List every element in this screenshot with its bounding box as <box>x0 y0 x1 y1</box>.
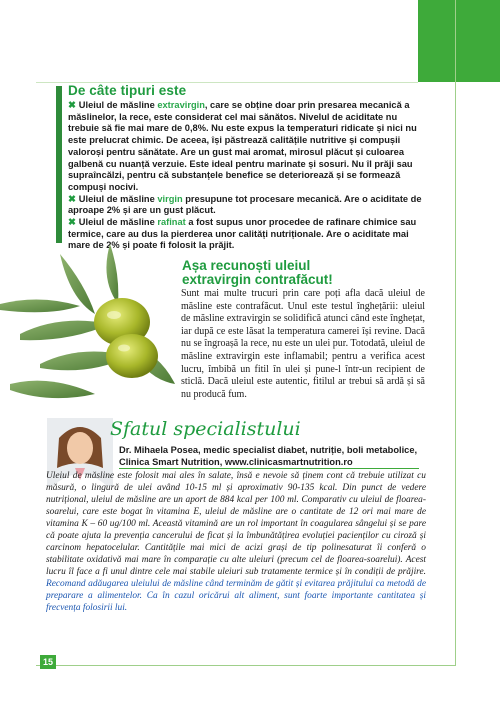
item-text: Uleiul de măsline <box>78 193 158 204</box>
name-line: Dr. Mihaela Posea, medic specialist diabet, nutriție, boli metabolice, <box>119 445 418 455</box>
item-text: Uleiul de măsline <box>78 217 158 228</box>
item-text: Uleiul de măsline <box>78 100 158 110</box>
title-line: Așa recunoști uleiul <box>182 258 311 273</box>
specialist-advice <box>46 470 426 614</box>
specialist-name <box>119 444 425 468</box>
section-accent-bar <box>56 86 62 243</box>
list-item <box>68 194 424 217</box>
section-title <box>182 259 422 287</box>
section-body: Sunt mai multe trucuri prin care poți afla dacă uleiul de măsline este contrafăcut. Unul este testul înghețării: uleiul de măsline extravirgin se solidifică atunci când este înghețat, iar după ce este lăsat la temperatura camerei își revine. Dacă nu se îngroașă la rece, nu este un ulei pur. Totodată, uleiul de măsline extravirgin este inflamabil; pentru a verifica acest lucru, îmbibă un fitil în ulei și pune-l într-un recipient de sticlă. Dacă uleiul este autentic, fitilul ar trebui să ardă și să nu producă fum. <box>181 288 425 400</box>
x-bullet-icon: ✖ <box>68 217 76 228</box>
divider <box>119 468 419 469</box>
x-bullet-icon: ✖ <box>68 193 76 204</box>
item-highlight: virgin <box>157 193 183 204</box>
list-item <box>68 100 424 194</box>
x-bullet-icon: ✖ <box>68 100 76 110</box>
specialist-heading: Sfatul specialistului <box>110 418 301 440</box>
section-title: De câte tipuri este <box>68 83 187 98</box>
advice-text: Uleiul de măsline este folosit mai ales în salate, însă e nevoie să ținem cont că trebuie utilizat cu măsură, o lingură de ulei având 10-15 ml și aproximativ 90-135 kcal. Din punct de vedere nutrițional, uleiul de măsline are un aport de 884 kcal per 100 ml. Comparativ cu uleiul de floarea-soarelui, care este bogat în vitamina E, uleiul de măsline are o cantitate de 12 ori mai mare de vitamina K – 60 ug/100 ml. Această vitamină are un rol important în coagularea sângelui și se pare că poate ajuta la prevenția cancerului de ficat și la îmbunătățirea evoluției pacienților cu ciroză și carcinom hepatocelular. Cantitățile mai mici de acizi grași de tip polinesaturat îi conferă o stabilitate oxidativă mai mare în comparație cu alte uleiuri (precum cel de floarea-soarelui). Acest lucru îl face a fi unul dintre cele mai stabile uleiuri sub tratamente termice și în condiții de prăjire. <box>46 471 426 577</box>
advice-recommendation: Recomand adăugarea uleiului de măsline când terminăm de gătit și evitarea prăjitului ca metodă de preparare a alimentelor. Ca în cazul oricărui alt aliment, sunt foarte importante cantitatea și frecvența folosirii lui. <box>46 579 426 613</box>
item-text: presupune tot procesare mecanică. Are o aciditate de aproape 2% și are un gust plăcut. <box>68 193 422 216</box>
name-line: Clinica Smart Nutrition, www.clinicasmartnutrition.ro <box>119 457 353 467</box>
olive-branch-illustration <box>0 244 180 414</box>
item-highlight: extravirgin <box>157 100 205 110</box>
page-number: 15 <box>40 655 56 669</box>
title-line: extravirgin contrafăcut! <box>182 272 333 287</box>
item-text: a fost supus unor procedee de rafinare chimice sau termice, care au dus la pierderea unor calități nutriționale. Are o aciditate mai mare de 2% și poate fi folosit la prăjit. <box>68 217 417 251</box>
section-body <box>68 100 424 252</box>
item-highlight: rafinat <box>157 217 186 228</box>
item-text: , care se obține doar prin presarea mecanică a măslinelor, la rece, este considerat cel mai sănătos. Nivelul de aciditate nu trebuie să fie mai mare de 0,8%. Nu este expus la temperaturi ridicate și nici nu este prelucrat chimic. De aceea, își păstrează calitățile nutritive și compușii valoroși pentru sănătate. Are un gust mai aromat, mirosul plăcut și culoarea galbenă cu nuanță verzuie. Este ideal pentru marinate și sosuri. Nu îl prăji sau supraîncălzi, pentru că substanțele benefice se deteriorează și se formează compuși nocivi. <box>68 100 417 192</box>
